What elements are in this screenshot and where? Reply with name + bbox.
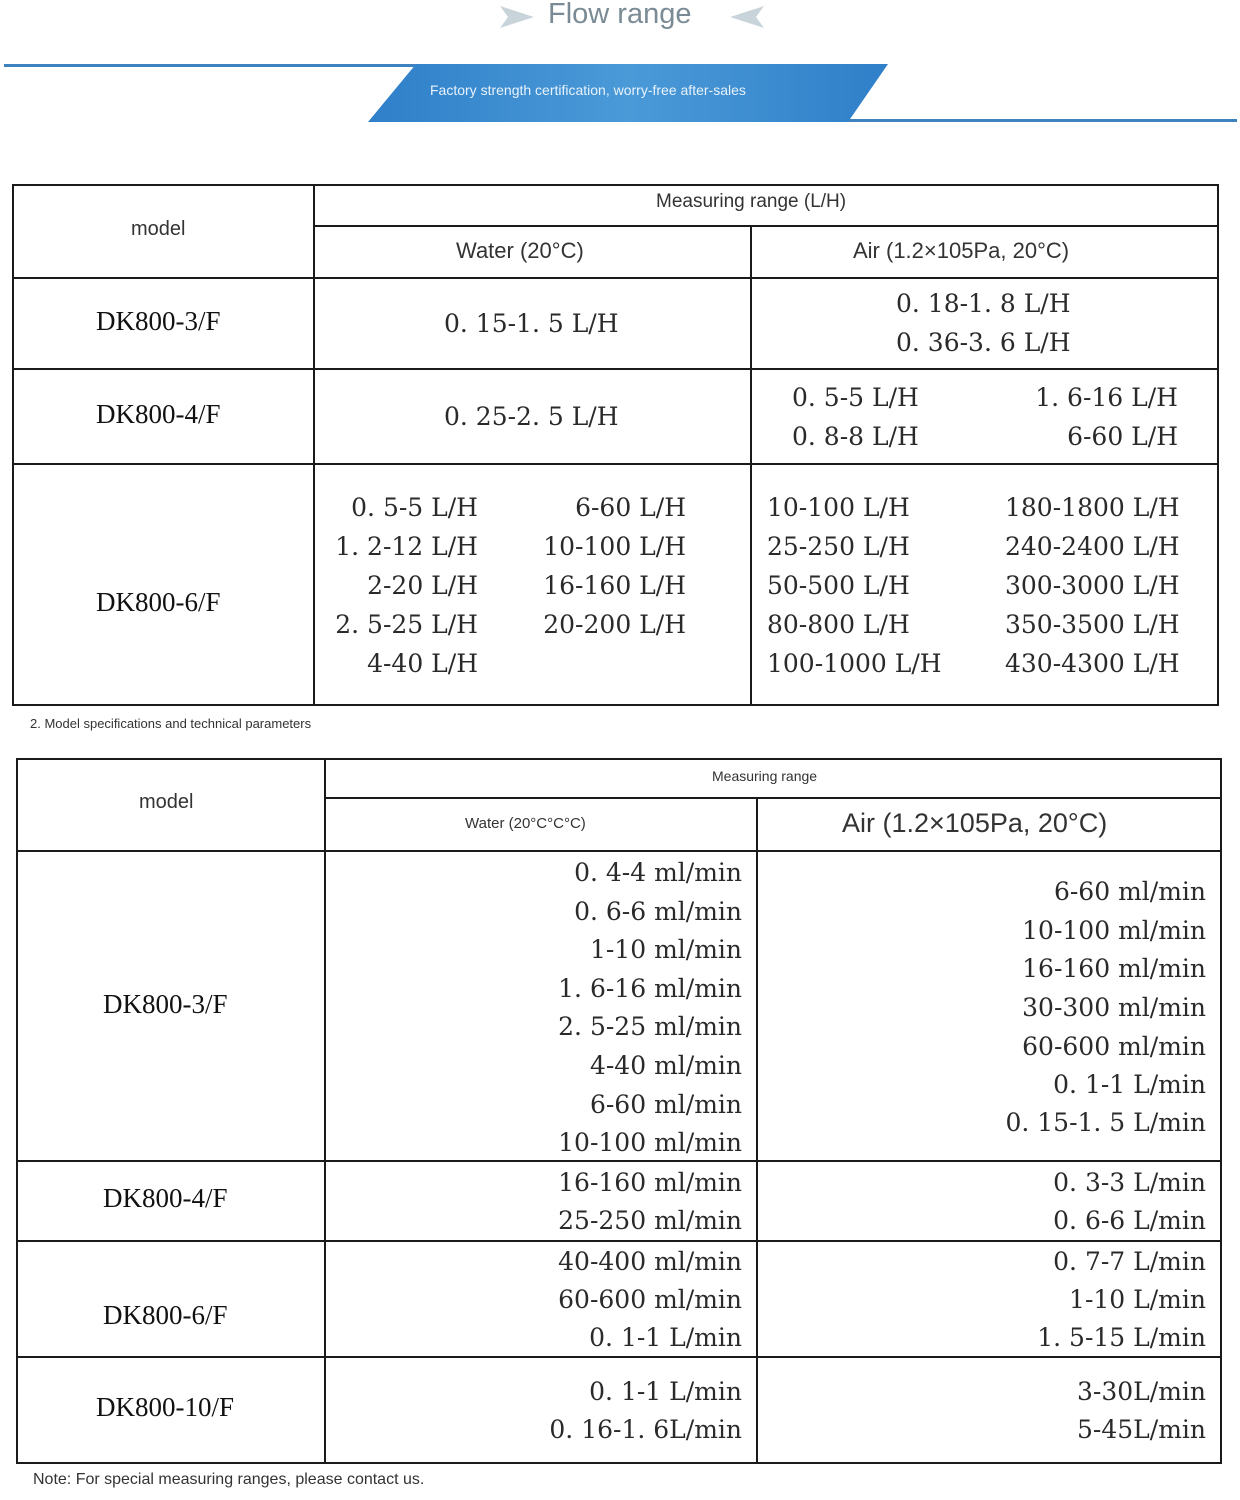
t1-air-value: 10-100 L/H (767, 493, 910, 522)
t2-air-header: Air (1.2×105Pa, 20°C) (842, 808, 1108, 838)
t2-air-value: 16-160 ml/min (1022, 954, 1206, 983)
t1-row-line-3 (12, 463, 1219, 465)
t1-air-value: 0. 5-5 L/H (792, 383, 919, 412)
t2-water-value: 0. 1-1 L/min (589, 1323, 742, 1352)
t2-water-value: 1-10 ml/min (589, 935, 742, 964)
t2-model-cell: DK800-6/F (103, 1300, 228, 1330)
t1-water-value: 1. 2-12 L/H (335, 532, 478, 561)
t2-row-line-1 (16, 850, 1222, 852)
t1-air-value: 6-60 L/H (1067, 422, 1178, 451)
t1-water-value: 10-100 L/H (543, 532, 686, 561)
t1-water-value: 16-160 L/H (543, 571, 686, 600)
t1-air-value: 180-1800 L/H (1005, 493, 1180, 522)
t2-water-value: 1. 6-16 ml/min (558, 974, 742, 1003)
t1-water-value: 0. 5-5 L/H (351, 493, 478, 522)
t2-col-divider-model (324, 758, 326, 1464)
header-rule-right (848, 119, 1237, 122)
t2-water-value: 2. 5-25 ml/min (558, 1012, 742, 1041)
t2-air-value: 1-10 L/min (1069, 1285, 1206, 1314)
t2-air-value: 0. 1-1 L/min (1053, 1070, 1206, 1099)
t2-water-value: 0. 1-1 L/min (589, 1377, 742, 1406)
t1-col-divider-water-air (750, 226, 752, 706)
t1-range-header: Measuring range (L/H) (656, 191, 847, 212)
t2-water-value: 40-400 ml/min (558, 1247, 742, 1276)
t2-model-cell: DK800-4/F (103, 1183, 228, 1213)
t2-water-header: Water (20°C°C°C) (465, 815, 586, 832)
t1-air-value: 80-800 L/H (767, 610, 910, 639)
t2-air-value: 1. 5-15 L/min (1037, 1323, 1206, 1352)
t2-air-value: 5-45L/min (1077, 1415, 1206, 1444)
t2-air-value: 0. 7-7 L/min (1053, 1247, 1206, 1276)
header-rule-left (4, 64, 416, 67)
t1-model-cell: DK800-4/F (96, 399, 221, 429)
t1-model-header: model (131, 218, 186, 240)
t2-air-value: 10-100 ml/min (1022, 916, 1206, 945)
page-title-block (0, 0, 1240, 40)
t2-water-value: 0. 4-4 ml/min (574, 858, 742, 887)
t2-water-value: 25-250 ml/min (558, 1206, 742, 1235)
t1-water-value: 4-40 L/H (367, 649, 478, 678)
t1-water-value: 2-20 L/H (367, 571, 478, 600)
t1-model-cell: DK800-6/F (96, 587, 221, 617)
t1-air-value: 430-4300 L/H (1005, 649, 1180, 678)
t2-model-cell: DK800-3/F (103, 989, 228, 1019)
t1-hdr-split (313, 225, 1219, 227)
t2-water-value: 4-40 ml/min (589, 1051, 742, 1080)
t2-water-value: 0. 16-1. 6L/min (549, 1415, 742, 1444)
t2-air-value: 30-300 ml/min (1022, 993, 1206, 1022)
t1-water-header: Water (20°C) (456, 238, 584, 263)
t2-hdr-split (324, 797, 1222, 799)
t1-row-line-2 (12, 368, 1219, 370)
t1-water-value: 2. 5-25 L/H (335, 610, 478, 639)
t1-air-value: 0. 8-8 L/H (792, 422, 919, 451)
t1-air-header: Air (1.2×105Pa, 20°C) (853, 238, 1070, 263)
t2-air-value: 0. 6-6 L/min (1053, 1206, 1206, 1235)
t1-water-value: 6-60 L/H (575, 493, 686, 522)
t1-air-value: 50-500 L/H (767, 571, 910, 600)
t2-range-header: Measuring range (712, 768, 818, 784)
t2-air-value: 3-30L/min (1077, 1377, 1206, 1406)
t2-water-value: 10-100 ml/min (558, 1128, 742, 1157)
t2-water-value: 60-600 ml/min (558, 1285, 742, 1314)
t2-water-value: 0. 6-6 ml/min (574, 897, 742, 926)
t2-air-value: 60-600 ml/min (1022, 1032, 1206, 1061)
t1-water-value: 20-200 L/H (543, 610, 686, 639)
page-title: Flow range (548, 0, 692, 30)
t1-model-cell: DK800-3/F (96, 306, 221, 336)
t2-water-value: 16-160 ml/min (558, 1168, 742, 1197)
t1-air-value: 1. 6-16 L/H (1035, 383, 1178, 412)
banner-text: Factory strength certification, worry-free after-sales (430, 82, 746, 98)
arrow-left-icon (728, 2, 766, 32)
t2-air-value: 0. 15-1. 5 L/min (1005, 1108, 1206, 1137)
footer-note: Note: For special measuring ranges, please contact us. (33, 1471, 425, 1488)
t1-air-value: 240-2400 L/H (1005, 532, 1180, 561)
t1-row-line-1 (12, 277, 1219, 279)
t1-air-value: 300-3000 L/H (1005, 571, 1180, 600)
t1-air-value: 350-3500 L/H (1005, 610, 1180, 639)
t1-air-value: 0. 36-3. 6 L/H (896, 328, 1071, 357)
t2-col-divider-water-air (756, 798, 758, 1464)
arrow-right-icon (498, 2, 536, 32)
t1-water-value: 0. 25-2. 5 L/H (444, 402, 619, 431)
t2-model-header: model (139, 791, 194, 813)
t2-water-value: 6-60 ml/min (589, 1090, 742, 1119)
t2-model-cell: DK800-10/F (96, 1392, 235, 1422)
t2-air-value: 0. 3-3 L/min (1053, 1168, 1206, 1197)
t1-air-value: 25-250 L/H (767, 532, 910, 561)
t2-air-value: 6-60 ml/min (1053, 877, 1206, 906)
t1-col-divider-model (313, 184, 315, 706)
t1-air-value: 100-1000 L/H (767, 649, 942, 678)
section-note: 2. Model specifications and technical parameters (30, 716, 312, 731)
t1-air-value: 0. 18-1. 8 L/H (896, 289, 1071, 318)
t1-water-value: 0. 15-1. 5 L/H (444, 309, 619, 338)
